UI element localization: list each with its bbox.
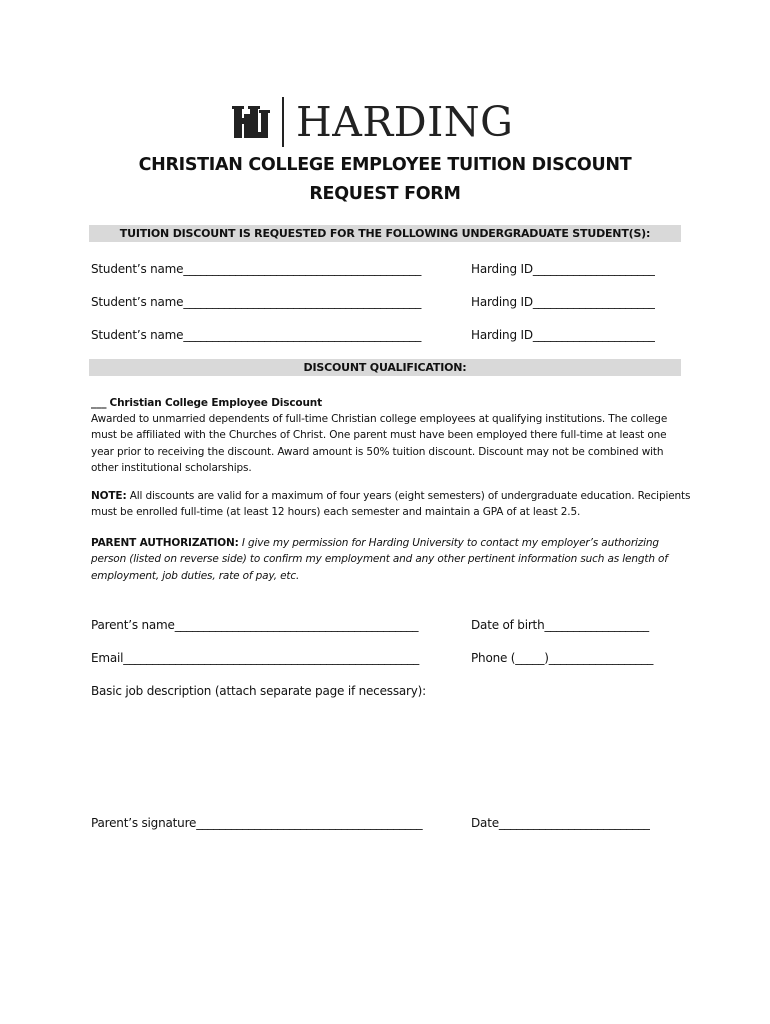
logo-wordmark: HARDING: [296, 97, 514, 146]
parent-signature-blank[interactable]: _______________________________________: [196, 816, 423, 830]
parent-name-label: Parent’s name: [91, 618, 175, 632]
qualification-section-heading: DISCOUNT QUALIFICATION:: [89, 359, 681, 376]
date-of-birth-field[interactable]: [471, 618, 649, 632]
hu-monogram-icon: [232, 102, 272, 142]
student-name-blank[interactable]: _________________________________________: [183, 295, 422, 309]
discount-option-checkbox[interactable]: ___: [91, 397, 107, 409]
signature-date-label: Date: [471, 816, 499, 830]
logo-divider: [282, 97, 284, 147]
note-paragraph: [91, 488, 691, 521]
phone-paren-close: ): [544, 651, 549, 665]
phone-field[interactable]: [471, 651, 653, 665]
student-name-label: Student’s name: [91, 295, 184, 309]
authorization-text: I give my permission for Harding University to contact my employer’s authorizing person (listed on reverse side) to confirm my employment and any other pertinent information such as length of employment, job duties, rate of pay, etc.: [91, 537, 668, 582]
harding-id-field-2[interactable]: [471, 295, 655, 309]
form-title-line1: CHRISTIAN COLLEGE EMPLOYEE TUITION DISCOUNT: [138, 155, 632, 175]
harding-id-field-3[interactable]: [471, 328, 655, 342]
harding-id-label: Harding ID: [471, 262, 533, 276]
date-of-birth-label: Date of birth: [471, 618, 545, 632]
student-name-field-3[interactable]: [91, 328, 421, 342]
discount-option-name: Christian College Employee Discount: [109, 397, 322, 409]
harding-id-label: Harding ID: [471, 328, 533, 342]
student-name-blank[interactable]: _________________________________________: [183, 328, 422, 342]
note-label: NOTE:: [91, 490, 127, 502]
phone-label: Phone (: [471, 651, 516, 665]
signature-date-blank[interactable]: __________________________: [498, 816, 650, 830]
email-field[interactable]: [91, 651, 419, 665]
parent-signature-label: Parent’s signature: [91, 816, 197, 830]
email-blank[interactable]: ___________________________________________________: [123, 651, 420, 665]
date-of-birth-blank[interactable]: __________________: [544, 618, 649, 632]
harding-logo: [232, 96, 513, 148]
form-title-line2: REQUEST FORM: [309, 184, 461, 204]
harding-id-field-1[interactable]: [471, 262, 655, 276]
harding-id-label: Harding ID: [471, 295, 533, 309]
harding-id-blank[interactable]: _____________________: [532, 328, 655, 342]
student-name-field-2[interactable]: [91, 295, 421, 309]
student-name-label: Student’s name: [91, 328, 184, 342]
phone-area-blank[interactable]: _____: [515, 651, 545, 665]
email-label: Email: [91, 651, 124, 665]
student-name-field-1[interactable]: [91, 262, 421, 276]
harding-id-blank[interactable]: _____________________: [532, 295, 655, 309]
discount-option-title: [91, 395, 691, 411]
student-name-blank[interactable]: _________________________________________: [183, 262, 422, 276]
signature-date-field[interactable]: [471, 816, 650, 830]
parent-signature-field[interactable]: [91, 816, 422, 830]
job-description-label: Basic job description (attach separate page if necessary):: [91, 684, 426, 698]
authorization-label: PARENT AUTHORIZATION:: [91, 537, 239, 549]
phone-blank[interactable]: __________________: [548, 651, 654, 665]
parent-name-blank[interactable]: __________________________________________: [174, 618, 419, 632]
students-section-heading: TUITION DISCOUNT IS REQUESTED FOR THE FOLLOWING UNDERGRADUATE STUDENT(S):: [89, 225, 681, 242]
note-text: All discounts are valid for a maximum of four years (eight semesters) of undergraduate education. Recipients must be enrolled full-time (at least 12 hours) each semester and maintain a GPA of at least 2.5.: [91, 490, 691, 519]
student-name-label: Student’s name: [91, 262, 184, 276]
harding-id-blank[interactable]: _____________________: [532, 262, 655, 276]
parent-name-field[interactable]: [91, 618, 418, 632]
discount-option-description: Awarded to unmarried dependents of full-time Christian college employees at qualifying institutions. The college must be affiliated with the Churches of Christ. One parent must have been employed there full-time at least one year prior to receiving the discount. Award amount is 50% tuition discount. Discount may not be combined with other institutional scholarships.: [91, 413, 668, 474]
parent-authorization-paragraph: [91, 535, 691, 584]
